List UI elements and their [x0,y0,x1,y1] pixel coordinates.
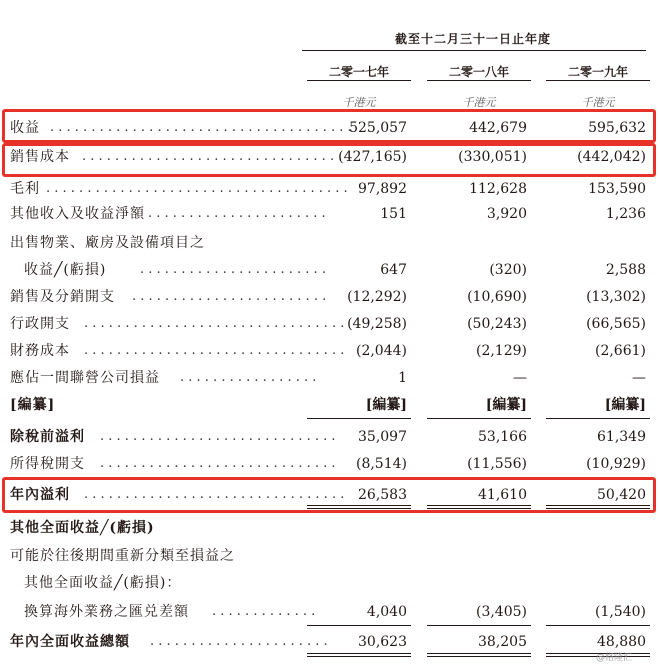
value-2019: 595,632 [588,120,646,136]
value-2019: 50,420 [597,487,646,503]
table-row [0,286,660,308]
value-2019: [編纂] [604,397,646,413]
value-2017: (12,292) [347,289,407,305]
value-2018: 442,679 [469,120,527,136]
table-row [0,178,660,200]
leader-dots: . . . . . . . . . . . . . . . . . [180,370,317,385]
row-label: 除稅前溢利 [10,429,85,445]
row-label: 其他全面收益╱(虧損) [10,520,155,536]
value-2018: 53,166 [478,429,527,445]
leader-dots: . . . . . . . . . . . . . . . . . . . . . . . . . . . . . . . . [82,149,343,164]
value-2018: — [513,370,527,386]
total-double-rule [307,653,411,657]
unit-label: 千港元 [342,96,376,109]
table-row [0,259,660,281]
row-label: 財務成本 [10,343,70,359]
table-row [0,517,660,539]
value-2017: 525,057 [349,120,407,136]
value-2018: [編纂] [485,397,527,413]
leader-dots: . . . . . . . . . . . . . . . . . . . . . . . [140,262,326,277]
period-header: 截至十二月三十一日止年度 [394,32,551,46]
row-label: 銷售及分銷開支 [10,289,115,305]
leader-dots: . . . . . . . . . . . . . . . . . . . . . . [148,206,326,221]
row-label: [編纂] [10,397,56,413]
unit-label: 千港元 [462,96,496,109]
row-label: 毛利 [10,181,40,197]
watermark: @格隆汇 [596,653,633,663]
value-2017: 30,623 [358,634,407,650]
value-2018: 38,205 [478,634,527,650]
value-2017: 4,040 [366,604,407,620]
row-label: 銷售成本 [10,149,70,165]
value-2019: (66,565) [586,316,646,332]
value-2018: 3,920 [486,206,527,222]
row-label: 收益╱(虧損) [24,262,107,278]
table-row [0,601,660,623]
value-2019: 1,236 [605,206,646,222]
table-row [0,367,660,389]
row-label: 所得稅開支 [10,456,85,472]
year-header-2017: 二零一七年 [328,65,389,79]
value-2017: (2,044) [355,343,407,359]
value-2018: 41,610 [478,487,527,503]
total-double-rule [427,653,531,657]
row-label: 其他收入及收益淨額 [10,206,145,222]
table-row [0,340,660,362]
leader-dots: . . . . . . . . . . . . . . . . . . . . . . . . . . . . . . . . [84,487,345,502]
highlight-box-revenue [2,109,656,143]
row-label: 年內溢利 [10,487,70,503]
year-header-2018: 二零一八年 [448,65,509,79]
value-2018: (11,556) [467,456,527,472]
value-2019: (442,042) [577,149,646,165]
value-2018: (320) [489,262,527,278]
leader-dots: . . . . . . . . . . . . . . . . . . . . . . . . . . . . . [100,456,336,471]
value-2018: 112,628 [469,181,527,197]
value-2017: 35,097 [358,429,407,445]
value-2019: 153,590 [588,181,646,197]
value-2019: — [632,370,646,386]
row-label: 年內全面收益總額 [10,634,130,650]
leader-dots: . . . . . . . . . . . . . . . . . . . . . . . . . . . . . . . . . . . . . [46,181,348,196]
leader-dots: . . . . . . . . . . . . . [212,604,316,619]
table-row [0,232,660,254]
year-rule [307,80,411,81]
table-row [0,203,660,225]
leader-dots: . . . . . . . . . . . . . . . . . . . . . . . . . . . . . . . . [84,343,345,358]
value-2017: 647 [380,262,407,278]
value-2019: (1,540) [594,604,646,620]
value-2018: (50,243) [467,316,527,332]
highlight-box-profit-for-year [2,477,656,513]
value-2019: (10,929) [586,456,646,472]
value-2018: (3,405) [475,604,527,620]
value-2018: (2,129) [475,343,527,359]
row-label: 可能於往後期間重新分類至損益之 [10,548,235,564]
table-row [0,313,660,335]
highlight-box-cost-of-sales [2,143,656,177]
value-2017: 97,892 [358,181,407,197]
row-label: 收益 [10,120,40,136]
value-2019: 61,349 [597,429,646,445]
year-rule [546,80,650,81]
subtotal-rule [307,625,411,626]
subtotal-rule [307,418,411,419]
row-label: 應佔一間聯營公司損益 [10,370,160,386]
table-row [0,453,660,475]
table-row [0,545,660,567]
leader-dots: . . . . . . . . . . . . . . . . . . . . . . [150,634,328,649]
subtotal-rule [427,418,531,419]
value-2019: (2,661) [594,343,646,359]
leader-dots: . . . . . . . . . . . . . . . . . . . . . . . . . . . . . . . . . . . . . [50,120,352,135]
period-rule [302,50,646,51]
value-2017: (427,165) [338,149,407,165]
value-2017: [編纂] [365,397,407,413]
table-row [0,572,660,594]
value-2017: (8,514) [355,456,407,472]
subtotal-rule [546,418,650,419]
leader-dots: . . . . . . . . . . . . . . . . . . . . . . . . . . . . . [100,429,336,444]
value-2017: 1 [398,370,407,386]
row-label: 行政開支 [10,316,70,332]
row-label: 其他全面收益╱(虧損)： [24,575,182,591]
value-2017: 26,583 [358,487,407,503]
table-row [0,394,660,416]
table-row [0,426,660,448]
subtotal-rule [427,625,531,626]
row-label: 出售物業、廠房及設備項目之 [10,235,205,251]
leader-dots: . . . . . . . . . . . . . . . . . . . . . . . . . . . . . . . . [84,316,345,331]
value-2017: (49,258) [347,316,407,332]
row-label: 換算海外業務之匯兑差額 [24,604,189,620]
subtotal-rule [546,625,650,626]
year-rule [427,80,531,81]
value-2019: 48,880 [597,634,646,650]
leader-dots: . . . . . . . . . . . . . . . . . . . . . . . . [132,289,327,304]
year-header-2019: 二零一九年 [567,65,628,79]
value-2018: (10,690) [467,289,527,305]
unit-label: 千港元 [581,96,615,109]
value-2019: 2,588 [605,262,646,278]
value-2017: 151 [380,206,407,222]
value-2018: (330,051) [458,149,527,165]
table-row [0,631,660,653]
value-2019: (13,302) [586,289,646,305]
